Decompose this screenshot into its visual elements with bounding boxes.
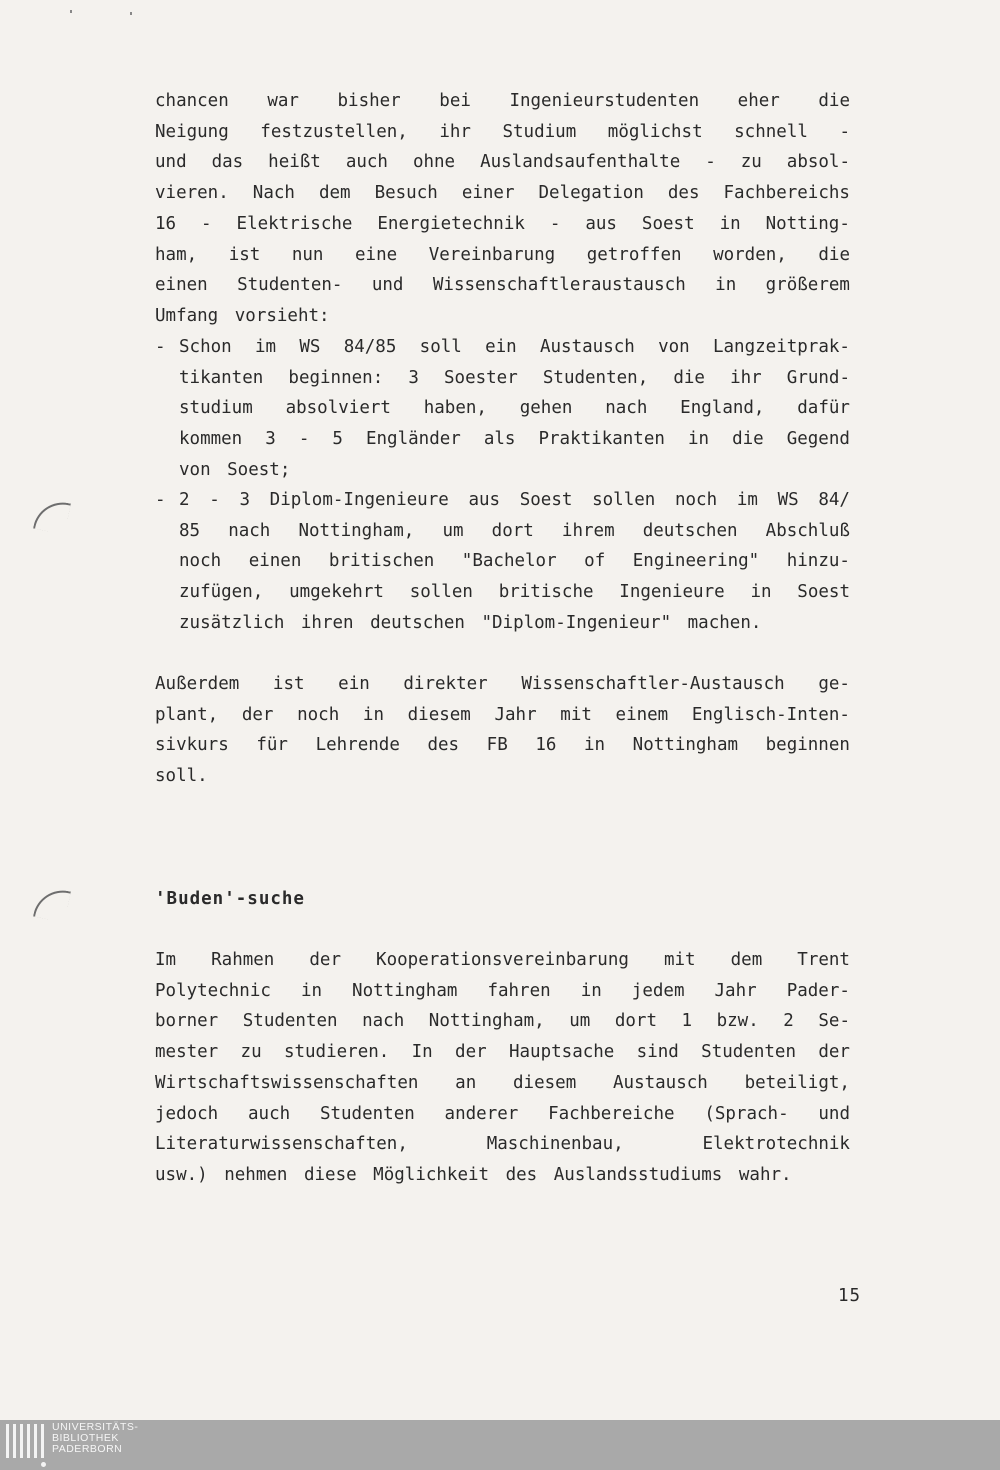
- library-logo-text: [52, 1422, 138, 1455]
- library-line-1: UNIVERSITÄTS-: [52, 1421, 139, 1433]
- library-logo-icon: [4, 1424, 44, 1466]
- section-heading: 'Buden'-suche: [155, 889, 305, 909]
- text-line: 16 - Elektrische Energietechnik - aus Soest in Notting-: [155, 213, 850, 234]
- text-line: zusätzlich ihren deutschen "Diplom-Ingenieur" machen.: [179, 612, 762, 633]
- text-line: Im Rahmen der Kooperationsvereinbarung mit dem Trent: [155, 950, 850, 970]
- text-line: Literaturwissenschaften, Maschinenbau, Elektrotechnik: [155, 1134, 850, 1155]
- page-number: 15: [838, 1286, 862, 1306]
- text-line: vieren. Nach dem Besuch einer Delegation des Fachbereichs: [155, 183, 850, 204]
- bullet-marker: -: [155, 490, 166, 510]
- text-line: und das heißt auch ohne Auslandsaufenthalte - zu absol-: [155, 152, 850, 173]
- text-line: Umfang vorsieht:: [155, 305, 330, 326]
- text-line: studium absolviert haben, gehen nach England, dafür: [179, 398, 850, 419]
- text-line: soll.: [155, 766, 208, 787]
- text-line: borner Studenten nach Nottingham, um dort 1 bzw. 2 Se-: [155, 1011, 850, 1032]
- text-line: mester zu studieren. In der Hauptsache sind Studenten der: [155, 1042, 850, 1063]
- text-line: Polytechnic in Nottingham fahren in jedem Jahr Pader-: [155, 980, 850, 1001]
- text-line: 2 - 3 Diplom-Ingenieure aus Soest sollen noch im WS 84/: [179, 490, 850, 510]
- text-line: Wirtschaftswissenschaften an diesem Austausch beteiligt,: [155, 1072, 850, 1093]
- text-line: zufügen, umgekehrt sollen britische Ingenieure in Soest: [179, 582, 850, 603]
- library-footer-bar: [0, 1420, 1000, 1470]
- text-line: kommen 3 - 5 Engländer als Praktikanten in die Gegend: [179, 429, 850, 450]
- bullet-marker: -: [155, 337, 166, 357]
- punch-hole-mark-lower: [33, 885, 71, 923]
- text-line: Außerdem ist ein direkter Wissenschaftler-Austausch ge-: [155, 674, 850, 694]
- text-line: Schon im WS 84/85 soll ein Austausch von Langzeitprak-: [179, 337, 850, 357]
- text-line: ham, ist nun eine Vereinbarung getroffen worden, die: [155, 244, 850, 265]
- text-line: von Soest;: [179, 459, 291, 480]
- punch-hole-mark-upper: [33, 497, 71, 535]
- text-line: noch einen britischen "Bachelor of Engineering" hinzu-: [179, 551, 850, 572]
- text-line: jedoch auch Studenten anderer Fachbereiche (Sprach- und: [155, 1103, 850, 1124]
- library-line-2: BIBLIOTHEK: [52, 1432, 119, 1444]
- text-line: einen Studenten- und Wissenschaftleraustausch in größerem: [155, 275, 850, 296]
- text-line: tikanten beginnen: 3 Soester Studenten, die ihr Grund-: [179, 367, 850, 388]
- library-line-3: PADERBORN: [52, 1443, 123, 1455]
- text-line: chancen war bisher bei Ingenieurstudenten eher die: [155, 91, 850, 111]
- text-line: plant, der noch in diesem Jahr mit einem Englisch-Inten-: [155, 704, 850, 725]
- text-line: sivkurs für Lehrende des FB 16 in Nottingham beginnen: [155, 735, 850, 756]
- scan-speck: [130, 12, 132, 15]
- scan-speck: [70, 10, 72, 13]
- text-line: 85 nach Nottingham, um dort ihrem deutschen Abschluß: [179, 520, 850, 541]
- text-line: Neigung festzustellen, ihr Studium möglichst schnell -: [155, 121, 850, 142]
- text-line: usw.) nehmen diese Möglichkeit des Auslandsstudiums wahr.: [155, 1164, 792, 1185]
